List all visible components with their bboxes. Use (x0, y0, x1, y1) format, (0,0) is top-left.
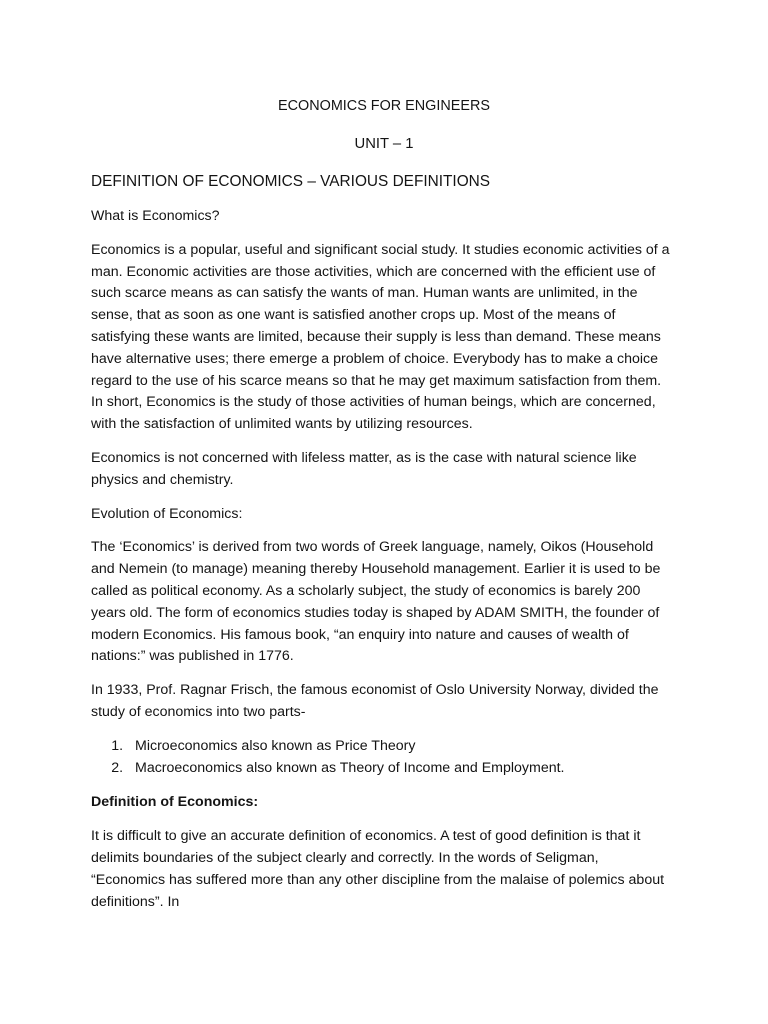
paragraph-lifeless-matter: Economics is not concerned with lifeless matter, as is the case with natural science like physics and chemistry. (91, 449, 637, 488)
document-body (91, 206, 671, 925)
evolution-heading: Evolution of Economics: (91, 505, 243, 522)
paragraph-evolution: The ‘Economics’ is derived from two words of Greek language, namely, Oikos (Household and Nemein (to manage) meaning thereby Household management. Earlier it is used to be called as political economy. As a scholarly subject, the study of economics is barely 200 years old. The form of economics studies today is shaped by ADAM SMITH, the founder of modern Economics. His famous book, “an enquiry into nature and causes of wealth of nations:” was published in 1776. (91, 539, 661, 665)
list-item-microeconomics: 1. Microeconomics also known as Price Theory (127, 736, 671, 758)
document-title: ECONOMICS FOR ENGINEERS (278, 98, 490, 114)
what-is-economics-heading: What is Economics? (91, 208, 220, 224)
section-heading: DEFINITION OF ECONOMICS – VARIOUS DEFINITIONS (91, 173, 491, 190)
list-item-macroeconomics: 2. Macroeconomics also known as Theory of Income and Employment. (127, 758, 671, 780)
paragraph-intro: Economics is a popular, useful and significant social study. It studies economic activities of a man. Economic activities are those activities, which are concerned with the efficient use of such scarce means as can satisfy the wants of man. Human wants are unlimited, in the sense, that as soon as one want is satisfied another crops up. Most of the means of satisfying these wants are limited, because their supply is less than demand. These means have alternative uses; there emerge a problem of choice. Everybody has to make a choice regard to the use of his scarce means so that he may get maximum satisfaction from them. In short, Economics is the study of those activities of human beings, which are concerned, with the satisfaction of unlimited wants by utilizing resources. (91, 241, 670, 433)
paragraph-definition: It is difficult to give an accurate definition of economics. A test of good definition is that it delimits boundaries of the subject clearly and correctly. In the words of Seligman, “Economics has suffered more than any other discipline from the malaise of polemics about definitions”. In (91, 828, 665, 910)
definition-heading: Definition of Economics: (91, 794, 259, 811)
paragraph-frisch: In 1933, Prof. Ragnar Frisch, the famous economist of Oslo University Norway, divided the study of economics into two parts- (91, 682, 659, 720)
unit-label: UNIT – 1 (354, 136, 414, 152)
economics-parts-list (91, 736, 671, 780)
